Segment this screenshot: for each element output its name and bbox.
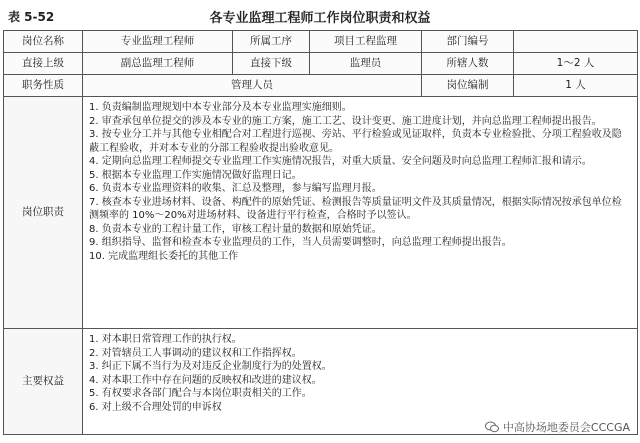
cell-superior: 副总监理工程师 <box>83 53 233 75</box>
table-row <box>4 53 638 75</box>
cell-subordinate: 监理员 <box>310 53 422 75</box>
table-title: 各专业监理工程师工作岗位职责和权益 <box>209 11 431 26</box>
cell-dept-code-label: 部门编号 <box>422 31 514 53</box>
list-item: 2. 对管辖员工人事调动的建议权和工作指挥权。 <box>89 347 302 359</box>
cell-position-name-label: 岗位名称 <box>4 31 83 53</box>
cell-staffing-label: 岗位编制 <box>422 75 514 97</box>
table-number: 表 5-52 <box>8 10 55 24</box>
list-item: 8. 负责本专业的工程计量工作，审核工程计量的数据和原始凭证。 <box>89 223 382 235</box>
list-item: 9. 组织指导、监督和检查本专业监理员的工作，当人员需要调整时，向总监理工程师提出报告。 <box>89 237 512 248</box>
cell-process: 项目工程监理 <box>310 31 422 53</box>
table-header <box>0 0 640 30</box>
cell-subordinate-label: 直接下级 <box>233 53 310 75</box>
cell-headcount-label: 所辖人数 <box>422 53 514 75</box>
cell-superior-label: 直接上级 <box>4 53 83 75</box>
list-item: 3. 按专业分工并与其他专业相配合对工程进行巡视、旁站、平行检验或见证取样，负责本专业检验批、分项工程验收及隐蔽工程验收，并对本专业的分部工程验收提出验收意见。 <box>89 129 622 154</box>
cell-nature-label: 职务性质 <box>4 75 83 97</box>
cell-headcount: 1～2 人 <box>514 53 638 75</box>
cell-dept-code <box>514 31 638 53</box>
cell-process-label: 所属工序 <box>233 31 310 53</box>
duties-label: 岗位职责 <box>4 97 83 329</box>
list-item: 1. 负责编制监理规划中本专业部分及本专业监理实施细则。 <box>89 102 352 113</box>
list-item: 6. 负责本专业监理资料的收集、汇总及整理，参与编写监理月报。 <box>89 183 382 194</box>
table-row <box>4 75 638 97</box>
list-item: 4. 对本职工作中存在问题的反映权和改进的建议权。 <box>89 374 322 386</box>
list-item: 7. 核查本专业进场材料、设备、构配件的原始凭证、检测报告等质量证明文件及其质量情况，根据实际情况按承包单位检测频率的 10%～20%对进场材料、设备进行平行检查，合格时予以签认。 <box>89 196 622 221</box>
cell-nature: 管理人员 <box>83 75 422 97</box>
duties-table <box>3 30 638 435</box>
list-item: 6. 对上级不合理处罚的申诉权 <box>89 401 222 413</box>
watermark-text: 中高协场地委员会CCCGA <box>502 421 630 434</box>
cell-staffing: 1 人 <box>514 75 638 97</box>
list-item: 5. 有权要求各部门配合与本岗位职责相关的工作。 <box>89 388 312 399</box>
table-row <box>4 31 638 53</box>
list-item: 3. 纠正下属不当行为及对违反企业制度行为的处置权。 <box>89 361 332 372</box>
list-item: 10. 完成监理组长委托的其他工作 <box>89 250 239 262</box>
list-item: 1. 对本职日常管理工作的执行权。 <box>89 334 242 345</box>
watermark <box>485 419 630 435</box>
list-item: 2. 审查承包单位提交的涉及本专业的施工方案，施工工艺、设计变更、施工进度计划，并向总监理工程师提出报告。 <box>89 115 602 127</box>
table-row <box>4 97 638 329</box>
list-item: 5. 根据本专业监理工作实施情况做好监理日记。 <box>89 169 302 181</box>
list-item: 4. 定期向总监理工程师提交专业监理工作实施情况报告，对重大质量、安全问题及时向总监理工程师汇报和请示。 <box>89 156 592 167</box>
rights-label: 主要权益 <box>4 329 83 435</box>
chat-bubble-icon <box>485 420 499 434</box>
cell-position-name: 专业监理工程师 <box>83 31 233 53</box>
duties-list <box>83 97 638 329</box>
